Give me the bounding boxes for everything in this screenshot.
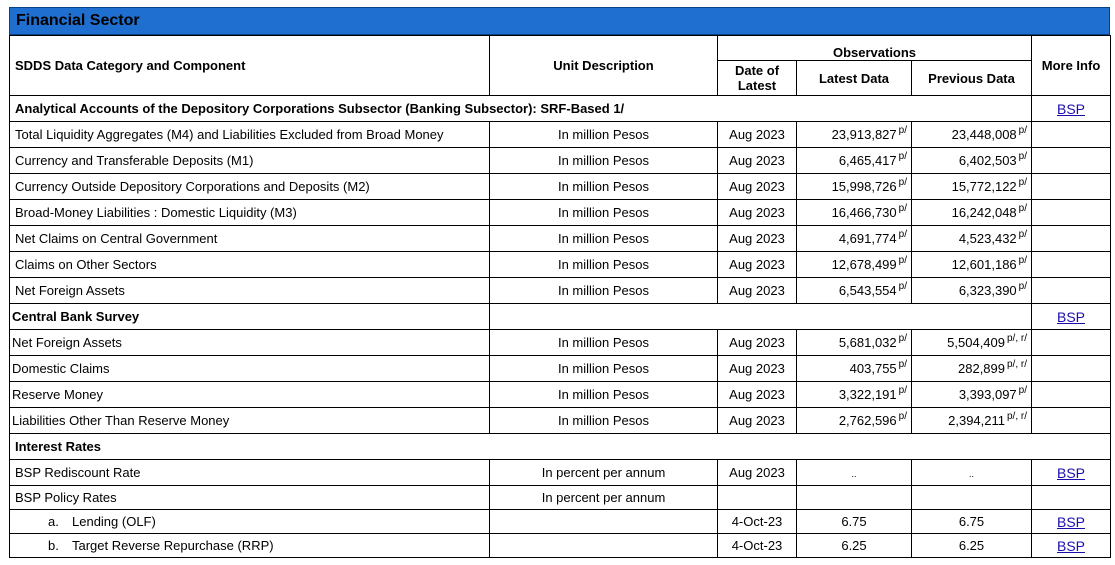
previous-cell: 6.75 <box>912 510 1032 534</box>
row-letter: b. <box>48 538 59 553</box>
more-info-cell <box>1032 200 1111 226</box>
previous-value: 15,772,122 <box>951 179 1017 194</box>
previous-note: p/ <box>1018 281 1028 292</box>
latest-cell: 6.25 <box>797 534 912 558</box>
previous-value: 6,323,390 <box>958 283 1017 298</box>
row-label: Claims on Other Sectors <box>10 252 490 278</box>
date-cell: Aug 2023 <box>718 408 797 434</box>
latest-note: p/ <box>898 411 907 422</box>
date-cell <box>718 486 797 510</box>
unit-cell: In percent per annum <box>490 460 718 486</box>
more-info-cell <box>1032 174 1111 200</box>
more-info-cell <box>1032 226 1111 252</box>
unit-cell <box>490 534 718 558</box>
previous-note: p/, r/ <box>1007 333 1028 344</box>
previous-cell <box>912 382 1032 408</box>
section-banner <box>9 7 1110 35</box>
previous-cell: 6.25 <box>912 534 1032 558</box>
previous-note: p/ <box>1018 125 1028 136</box>
latest-cell <box>797 122 912 148</box>
section-title-interest: Interest Rates <box>10 434 1111 460</box>
latest-value: 12,678,499 <box>831 257 897 272</box>
latest-note: p/ <box>898 177 907 188</box>
table-row <box>10 356 1111 382</box>
latest-cell <box>797 356 912 382</box>
latest-cell <box>797 382 912 408</box>
previous-value: 2,394,211 <box>948 413 1005 428</box>
unit-cell: In million Pesos <box>490 122 718 148</box>
table-row <box>10 122 1111 148</box>
header-observations: Observations <box>718 36 1032 61</box>
row-letter: a. <box>48 514 59 529</box>
latest-value: 15,998,726 <box>831 179 897 194</box>
previous-cell <box>912 460 1032 486</box>
date-cell: Aug 2023 <box>718 174 797 200</box>
latest-cell <box>797 174 912 200</box>
date-cell: Aug 2023 <box>718 278 797 304</box>
row-label-rrp <box>10 534 490 558</box>
table-row <box>10 148 1111 174</box>
previous-note: p/, r/ <box>1007 411 1028 422</box>
bsp-link-lending[interactable]: BSP <box>1057 513 1086 530</box>
table-row <box>10 252 1111 278</box>
previous-cell <box>912 278 1032 304</box>
row-label: Currency and Transferable Deposits (M1) <box>10 148 490 174</box>
latest-cell <box>797 148 912 174</box>
row-label: Liabilities Other Than Reserve Money <box>10 408 490 434</box>
previous-value: 23,448,008 <box>951 127 1017 142</box>
more-info-cell <box>1032 356 1111 382</box>
date-cell: Aug 2023 <box>718 382 797 408</box>
previous-note: p/ <box>1018 255 1028 266</box>
previous-cell <box>912 122 1032 148</box>
latest-note: p/ <box>898 281 907 292</box>
date-cell: Aug 2023 <box>718 148 797 174</box>
row-label: Net Foreign Assets <box>10 278 490 304</box>
previous-value: 12,601,186 <box>951 257 1017 272</box>
latest-note: p/ <box>898 125 907 136</box>
latest-cell <box>797 252 912 278</box>
section-title-central-bank: Central Bank Survey <box>10 304 490 330</box>
section-empty-cell <box>490 304 1032 330</box>
row-label: BSP Rediscount Rate <box>10 460 490 486</box>
latest-value: 23,913,827 <box>831 127 897 142</box>
section-row-central-bank <box>10 304 1111 330</box>
table-row <box>10 534 1111 558</box>
latest-note: p/ <box>898 229 907 240</box>
previous-note: p/ <box>1018 151 1028 162</box>
unit-cell: In million Pesos <box>490 330 718 356</box>
financial-sector-table <box>9 35 1111 558</box>
previous-cell <box>912 486 1032 510</box>
unit-cell: In million Pesos <box>490 226 718 252</box>
previous-cell <box>912 174 1032 200</box>
section-title: Financial Sector <box>16 12 140 29</box>
latest-cell <box>797 278 912 304</box>
previous-value: 6,402,503 <box>958 153 1017 168</box>
bsp-link-analytical[interactable]: BSP <box>1057 100 1086 117</box>
latest-note: p/ <box>898 203 907 214</box>
previous-note: p/ <box>1018 385 1028 396</box>
previous-cell <box>912 148 1032 174</box>
bsp-link-central-bank[interactable]: BSP <box>1057 308 1086 325</box>
latest-cell <box>797 226 912 252</box>
row-label: Currency Outside Depository Corporations and Deposits (M2) <box>10 174 490 200</box>
financial-sector-panel <box>9 7 1110 558</box>
row-label: Reserve Money <box>10 382 490 408</box>
table-row <box>10 330 1111 356</box>
table-row <box>10 486 1111 510</box>
unit-cell: In million Pesos <box>490 174 718 200</box>
previous-cell <box>912 330 1032 356</box>
latest-cell <box>797 486 912 510</box>
row-label: Target Reverse Repurchase (RRP) <box>72 538 274 553</box>
table-row <box>10 226 1111 252</box>
latest-note: p/ <box>898 359 907 370</box>
latest-cell <box>797 200 912 226</box>
previous-note: p/ <box>1018 177 1028 188</box>
header-date: Date of Latest <box>718 61 797 96</box>
previous-note: p/ <box>1018 229 1028 240</box>
previous-value: 16,242,048 <box>951 205 1017 220</box>
more-info-cell <box>1032 486 1111 510</box>
more-info-cell <box>1032 330 1111 356</box>
table-row <box>10 510 1111 534</box>
previous-cell <box>912 252 1032 278</box>
unit-cell: In million Pesos <box>490 148 718 174</box>
row-label: Total Liquidity Aggregates (M4) and Liabilities Excluded from Broad Money <box>10 122 490 148</box>
unit-cell: In million Pesos <box>490 356 718 382</box>
latest-value: 3,322,191 <box>838 387 897 402</box>
date-cell: Aug 2023 <box>718 252 797 278</box>
date-cell: Aug 2023 <box>718 330 797 356</box>
unit-cell: In percent per annum <box>490 486 718 510</box>
date-cell: Aug 2023 <box>718 460 797 486</box>
more-info-cell <box>1032 382 1111 408</box>
previous-value: .. <box>969 469 975 479</box>
unit-cell: In million Pesos <box>490 200 718 226</box>
more-info-cell <box>1032 148 1111 174</box>
section-row-analytical <box>10 96 1111 122</box>
header-previous: Previous Data <box>912 61 1032 96</box>
latest-value: 6,543,554 <box>838 283 897 298</box>
unit-cell: In million Pesos <box>490 382 718 408</box>
more-info-cell <box>1032 122 1111 148</box>
row-label: Broad-Money Liabilities : Domestic Liquidity (M3) <box>10 200 490 226</box>
unit-cell: In million Pesos <box>490 278 718 304</box>
table-row <box>10 460 1111 486</box>
latest-cell <box>797 330 912 356</box>
date-cell: Aug 2023 <box>718 356 797 382</box>
latest-cell: 6.75 <box>797 510 912 534</box>
previous-value: 3,393,097 <box>958 387 1017 402</box>
row-label: Domestic Claims <box>10 356 490 382</box>
latest-value: 5,681,032 <box>838 335 897 350</box>
previous-note: p/ <box>1018 203 1028 214</box>
row-label: BSP Policy Rates <box>10 486 490 510</box>
date-cell: Aug 2023 <box>718 122 797 148</box>
latest-note: p/ <box>898 333 907 344</box>
latest-value: 4,691,774 <box>838 231 897 246</box>
previous-cell <box>912 226 1032 252</box>
previous-value: 282,899 <box>958 361 1005 376</box>
unit-cell: In million Pesos <box>490 252 718 278</box>
date-cell: Aug 2023 <box>718 200 797 226</box>
bsp-link-rediscount[interactable]: BSP <box>1057 464 1086 481</box>
section-title-analytical: Analytical Accounts of the Depository Corporations Subsector (Banking Subsector): SRF-Based 1/ <box>10 96 1032 122</box>
row-label: Lending (OLF) <box>72 514 156 529</box>
previous-cell <box>912 408 1032 434</box>
more-info-cell <box>1032 252 1111 278</box>
latest-value: 403,755 <box>849 361 897 376</box>
latest-note: p/ <box>898 255 907 266</box>
latest-value: 2,762,596 <box>838 413 897 428</box>
header-latest: Latest Data <box>797 61 912 96</box>
latest-cell <box>797 408 912 434</box>
table-row <box>10 174 1111 200</box>
table-row <box>10 382 1111 408</box>
unit-cell <box>490 510 718 534</box>
table-row <box>10 278 1111 304</box>
latest-cell <box>797 460 912 486</box>
header-unit: Unit Description <box>490 36 718 96</box>
row-label: Net Claims on Central Government <box>10 226 490 252</box>
table-row <box>10 200 1111 226</box>
latest-note: p/ <box>898 385 907 396</box>
previous-value: 5,504,409 <box>947 335 1005 350</box>
latest-note: p/ <box>898 151 907 162</box>
latest-value: 16,466,730 <box>831 205 897 220</box>
latest-value: 6,465,417 <box>838 153 897 168</box>
date-cell: 4-Oct-23 <box>718 534 797 558</box>
header-category: SDDS Data Category and Component <box>10 36 490 96</box>
table-row <box>10 408 1111 434</box>
more-info-cell <box>1032 278 1111 304</box>
row-label: Net Foreign Assets <box>10 330 490 356</box>
header-more-info: More Info <box>1032 36 1111 96</box>
previous-cell <box>912 200 1032 226</box>
unit-cell: In million Pesos <box>490 408 718 434</box>
date-cell: Aug 2023 <box>718 226 797 252</box>
date-cell: 4-Oct-23 <box>718 510 797 534</box>
latest-value: .. <box>851 469 857 479</box>
previous-value: 4,523,432 <box>958 231 1017 246</box>
previous-note: p/, r/ <box>1007 359 1028 370</box>
previous-cell <box>912 356 1032 382</box>
section-row-interest <box>10 434 1111 460</box>
more-info-cell <box>1032 408 1111 434</box>
bsp-link-rrp[interactable]: BSP <box>1057 537 1086 554</box>
row-label-lending <box>10 510 490 534</box>
